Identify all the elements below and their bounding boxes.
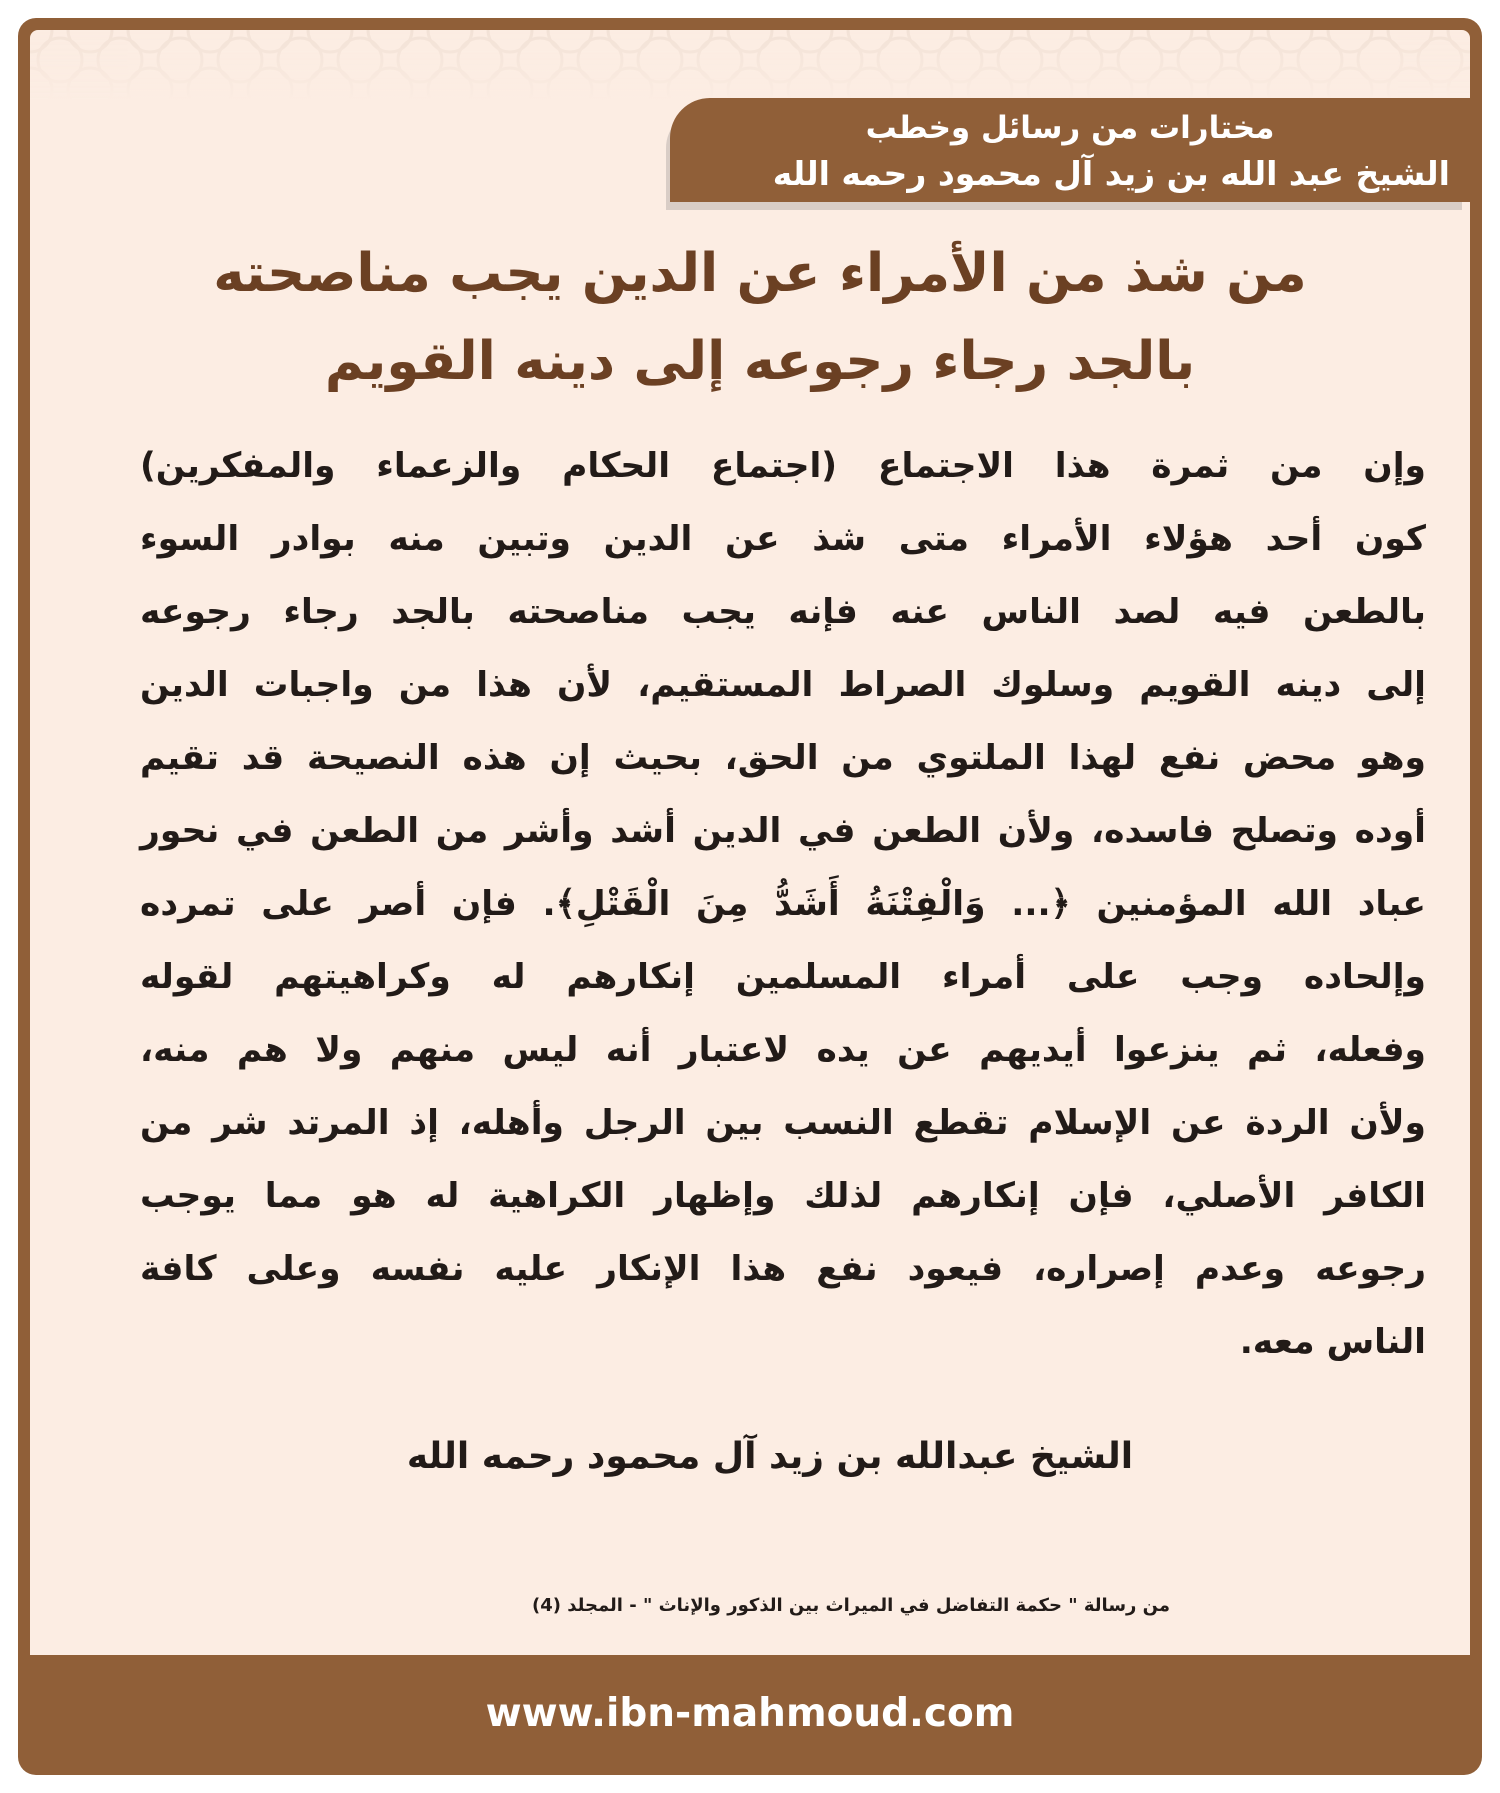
article-body [140,430,1426,1379]
body-line: عباد الله المؤمنين ﴿... وَالْفِتْنَةُ أَشَدُّ مِنَ الْقَتْلِ﴾. فإن أصر على تمرده [140,884,1426,924]
header-series-title: مختارات من رسائل وخطب [865,110,1275,146]
header-author-name: الشيخ عبد الله بن زيد آل محمود رحمه الله [772,154,1450,193]
body-line: ولأن الردة عن الإسلام تقطع النسب بين الرجل وأهله، إذ المرتد شر من [140,1103,1426,1143]
page-frame [18,18,1482,1775]
body-line: إلى دينه القويم وسلوك الصراط المستقيم، لأن هذا من واجبات الدين [140,665,1426,705]
source-citation: من رسالة " حكمة التفاضل في الميراث بين الذكور والإناث " - المجلد (4) [531,1595,1170,1616]
website-link[interactable]: www.ibn-mahmoud.com [485,1691,1015,1736]
body-line: رجوعه وعدم إصراره، فيعود نفع هذا الإنكار عليه نفسه وعلى كافة [140,1249,1426,1289]
body-line: الكافر الأصلي، فإن إنكارهم لذلك وإظهار الكراهية له هو مما يوجب [140,1176,1426,1216]
title-line-2: بالجد رجاء رجوعه إلى دينه القويم [324,331,1196,392]
body-line: أوده وتصلح فاسده، ولأن الطعن في الدين أشد وأشر من الطعن في نحور [140,811,1426,851]
page-title [150,230,1370,406]
author-signature: الشيخ عبدالله بن زيد آل محمود رحمه الله [406,1436,1134,1477]
body-line: وإن من ثمرة هذا الاجتماع (اجتماع الحكام والزعماء والمفكرين) [140,446,1426,486]
body-line: الناس معه. [1239,1322,1426,1362]
body-line: بالطعن فيه لصد الناس عنه فإنه يجب مناصحته بالجد رجاء رجوعه [140,592,1426,632]
body-line: وفعله، ثم ينزعوا أيديهم عن يده لاعتبار أنه ليس منهم ولا هم منه، [140,1030,1426,1070]
header-band [670,98,1470,202]
title-line-1: من شذ من الأمراء عن الدين يجب مناصحته [213,243,1307,304]
decorative-pattern [30,30,1470,100]
body-line: كون أحد هؤلاء الأمراء متى شذ عن الدين وتبين منه بوادر السوء [140,519,1426,559]
content-card [30,30,1470,1655]
body-line: وإلحاده وجب على أمراء المسلمين إنكارهم له وكراهيتهم لقوله [140,957,1426,997]
body-line: وهو محض نفع لهذا الملتوي من الحق، بحيث إن هذه النصيحة قد تقيم [140,738,1426,778]
